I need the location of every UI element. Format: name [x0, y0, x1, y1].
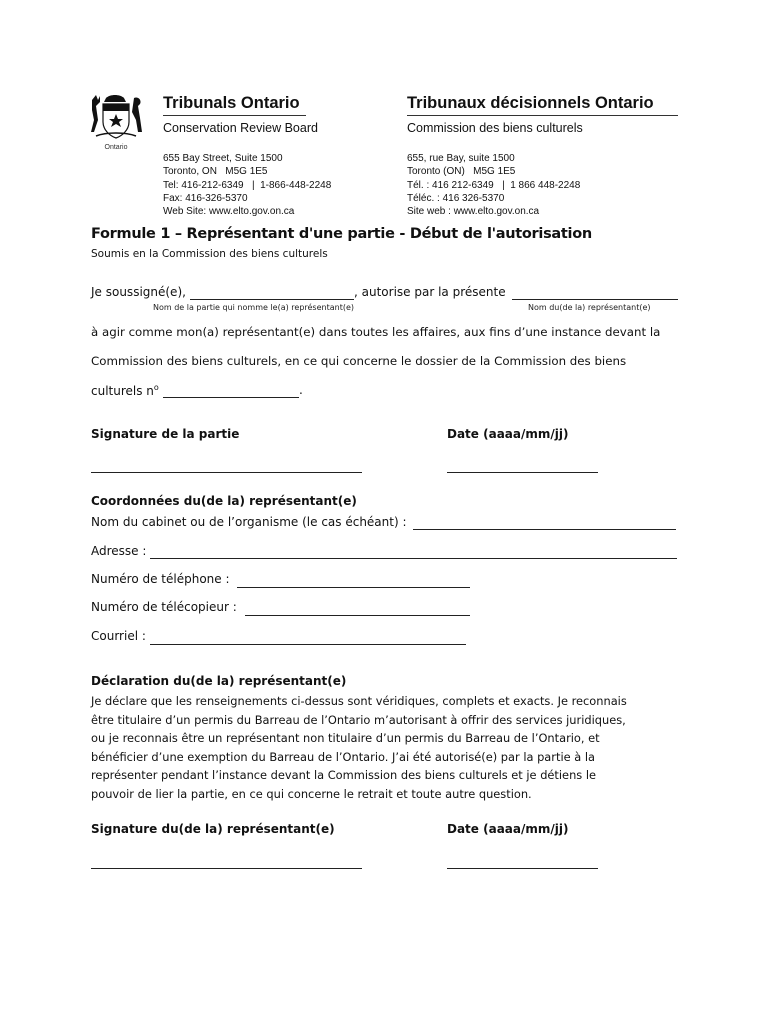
firm-field[interactable] — [413, 529, 676, 530]
email-field[interactable] — [150, 644, 466, 645]
fax-field[interactable] — [245, 615, 470, 616]
logo-caption: Ontario — [104, 144, 128, 151]
ontario-coat-of-arms-logo — [86, 92, 146, 152]
header-left-board: Conservation Review Board — [163, 121, 318, 135]
authorization-mid: , autorise par la présente — [354, 285, 506, 299]
representative-contact-heading: Coordonnées du(de la) représentant(e) — [91, 494, 357, 508]
representative-name-field[interactable] — [512, 299, 678, 300]
declaration-text: Je déclare que les renseignements ci-dessus sont véridiques, complets et exacts. Je reconnais être titulaire d’un permis du Barreau de l’Ontario m’autorisant à offrir des services juridiques, ou je reconnais être un représentant non titulaire d’un permis du Barreau de l’Ontario, et bénéficier d’une exemption du Barreau de l’Ontario. J’ai été autorisé(e) par la partie à la représenter pendant l’instance devant la Commission des biens culturels et je détiens le pouvoir de lier la partie, en ce qui concerne le retrait et toute autre question. — [91, 694, 627, 801]
header-right-board: Commission des biens culturels — [407, 121, 583, 135]
phone-label: Numéro de téléphone : — [91, 572, 230, 586]
file-number-label: culturels $n^o$ — [91, 383, 159, 398]
fax-label: Numéro de télécopieur : — [91, 600, 237, 614]
form-subtitle: Soumis en la Commission des biens culturels — [91, 248, 328, 260]
representative-signature-label: Signature du(de la) représentant(e) — [91, 822, 335, 836]
form-title: Formule 1 – Représentant d'une partie - Début de l'autorisation — [91, 226, 592, 242]
header-right-address: 655, rue Bay, suite 1500 Toronto (ON) M5G 1E5 Tél. : 416 212-6349 | 1 866 448-2248 Téléc. : 416 326-5370 Site web : www.elto.gov.on.ca — [407, 153, 581, 218]
firm-label: Nom du cabinet ou de l’organisme (le cas échéant) : — [91, 515, 407, 529]
party-date-label: Date (aaaa/mm/jj) — [447, 427, 569, 441]
file-number-period: . — [299, 383, 303, 397]
header-right-title: Tribunaux décisionnels Ontario — [407, 94, 654, 112]
declaration-heading: Déclaration du(de la) représentant(e) — [91, 674, 347, 688]
party-signature-field[interactable] — [91, 472, 362, 473]
party-name-field[interactable] — [190, 299, 354, 300]
representative-date-label: Date (aaaa/mm/jj) — [447, 822, 569, 836]
address-field[interactable] — [150, 558, 677, 559]
phone-field[interactable] — [237, 587, 470, 588]
party-date-field[interactable] — [447, 472, 598, 473]
party-signature-label: Signature de la partie — [91, 427, 240, 441]
authorization-line-2: à agir comme mon(a) représentant(e) dans toutes les affaires, aux fins d’une instance devant la — [91, 325, 661, 339]
email-label: Courriel : — [91, 629, 146, 643]
representative-date-field[interactable] — [447, 868, 598, 869]
authorization-prefix: Je soussigné(e), — [91, 285, 186, 299]
header-left-address: 655 Bay Street, Suite 1500 Toronto, ON M5G 1E5 Tel: 416-212-6349 | 1-866-448-2248 Fax: 416-326-5370 Web Site: www.elto.gov.on.ca — [163, 153, 332, 218]
party-name-caption: Nom de la partie qui nomme le(a) représentant(e) — [153, 303, 354, 312]
representative-name-caption: Nom du(de la) représentant(e) — [528, 303, 651, 312]
address-label: Adresse : — [91, 544, 147, 558]
representative-signature-field[interactable] — [91, 868, 362, 869]
file-number-field[interactable] — [163, 397, 299, 398]
authorization-line-3: Commission des biens culturels, en ce qui concerne le dossier de la Commission des biens — [91, 354, 627, 368]
header-left-title: Tribunals Ontario — [163, 94, 300, 112]
